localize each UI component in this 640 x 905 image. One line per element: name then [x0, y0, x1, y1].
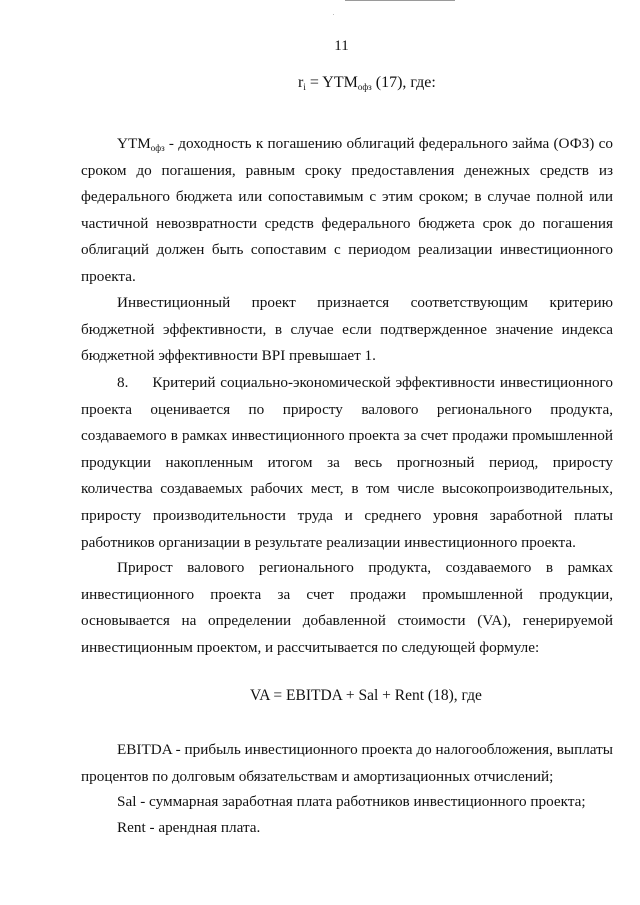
- ytm-definition-paragraph: [81, 131, 613, 291]
- rent-definition: Rent - арендная плата.: [117, 819, 261, 836]
- formula-17-lhs-subscript: i: [303, 82, 306, 92]
- ytm-subscript: офз: [150, 143, 165, 153]
- formula-17-rhs-subscript: офз: [357, 82, 372, 92]
- scan-edge-mark: [345, 0, 455, 1]
- grp-growth-paragraph: Прирост валового регионального продукта, создаваемого в рамках инвестиционного проекта за счет продажи промышленной продукции, основывается на определении добавленной стоимости (VA), генерируемой инвестиционным проектом, и рассчитывается по следующей формуле:: [81, 559, 613, 656]
- formula-17-lhs-symbol: r: [298, 74, 304, 91]
- item-8-text: Критерий социально-экономической эффективности инвестиционного проекта оценивается по приросту валового регионального продукта, создаваемого в рамках инвестиционного проекта за счет продажи промышленной продукции накопленным итогом за весь прогнозный период, приросту количества создаваемых рабочих мест, в том числе высокопроизводительных, приросту производительности труда и среднего уровня заработной платы работников организации в результате реализации инвестиционного проекта.: [81, 374, 613, 551]
- page-number: 11: [334, 38, 349, 54]
- formula-17: [298, 74, 436, 92]
- scan-dot: [333, 14, 334, 15]
- ytm-symbol: YTM: [117, 135, 151, 152]
- formula-17-rhs-symbol: YTM: [322, 74, 358, 91]
- formula-18: VA = EBITDA + Sal + Rent (18), где: [250, 687, 482, 704]
- item-8-number: 8.: [117, 374, 129, 391]
- formula-17-suffix: (17), где:: [371, 74, 436, 91]
- item-8-paragraph: [81, 370, 613, 556]
- budget-criterion-paragraph: Инвестиционный проект признается соответствующим критерию бюджетной эффективности, в случае если подтвержденное значение индекса бюджетной эффективности BPI превышает 1.: [81, 294, 613, 365]
- sal-definition: Sal - суммарная заработная плата работников инвестиционного проекта;: [117, 793, 586, 810]
- ebitda-definition: EBITDA - прибыль инвестиционного проекта до налогообложения, выплаты процентов по долговым обязательствам и амортизационных отчислений;: [81, 741, 613, 785]
- formula-17-equals: =: [305, 74, 323, 91]
- ytm-definition-text: - доходность к погашению облигаций федерального займа (ОФЗ) со сроком до погашения, равным сроку предоставления денежных средств из федерального бюджета или сопоставимым с этим сроком; в случае полной или частичной невозвратности средств федерального бюджета срок до погашения облигаций должен быть сопоставим с периодом реализации инвестиционного проекта.: [81, 135, 613, 285]
